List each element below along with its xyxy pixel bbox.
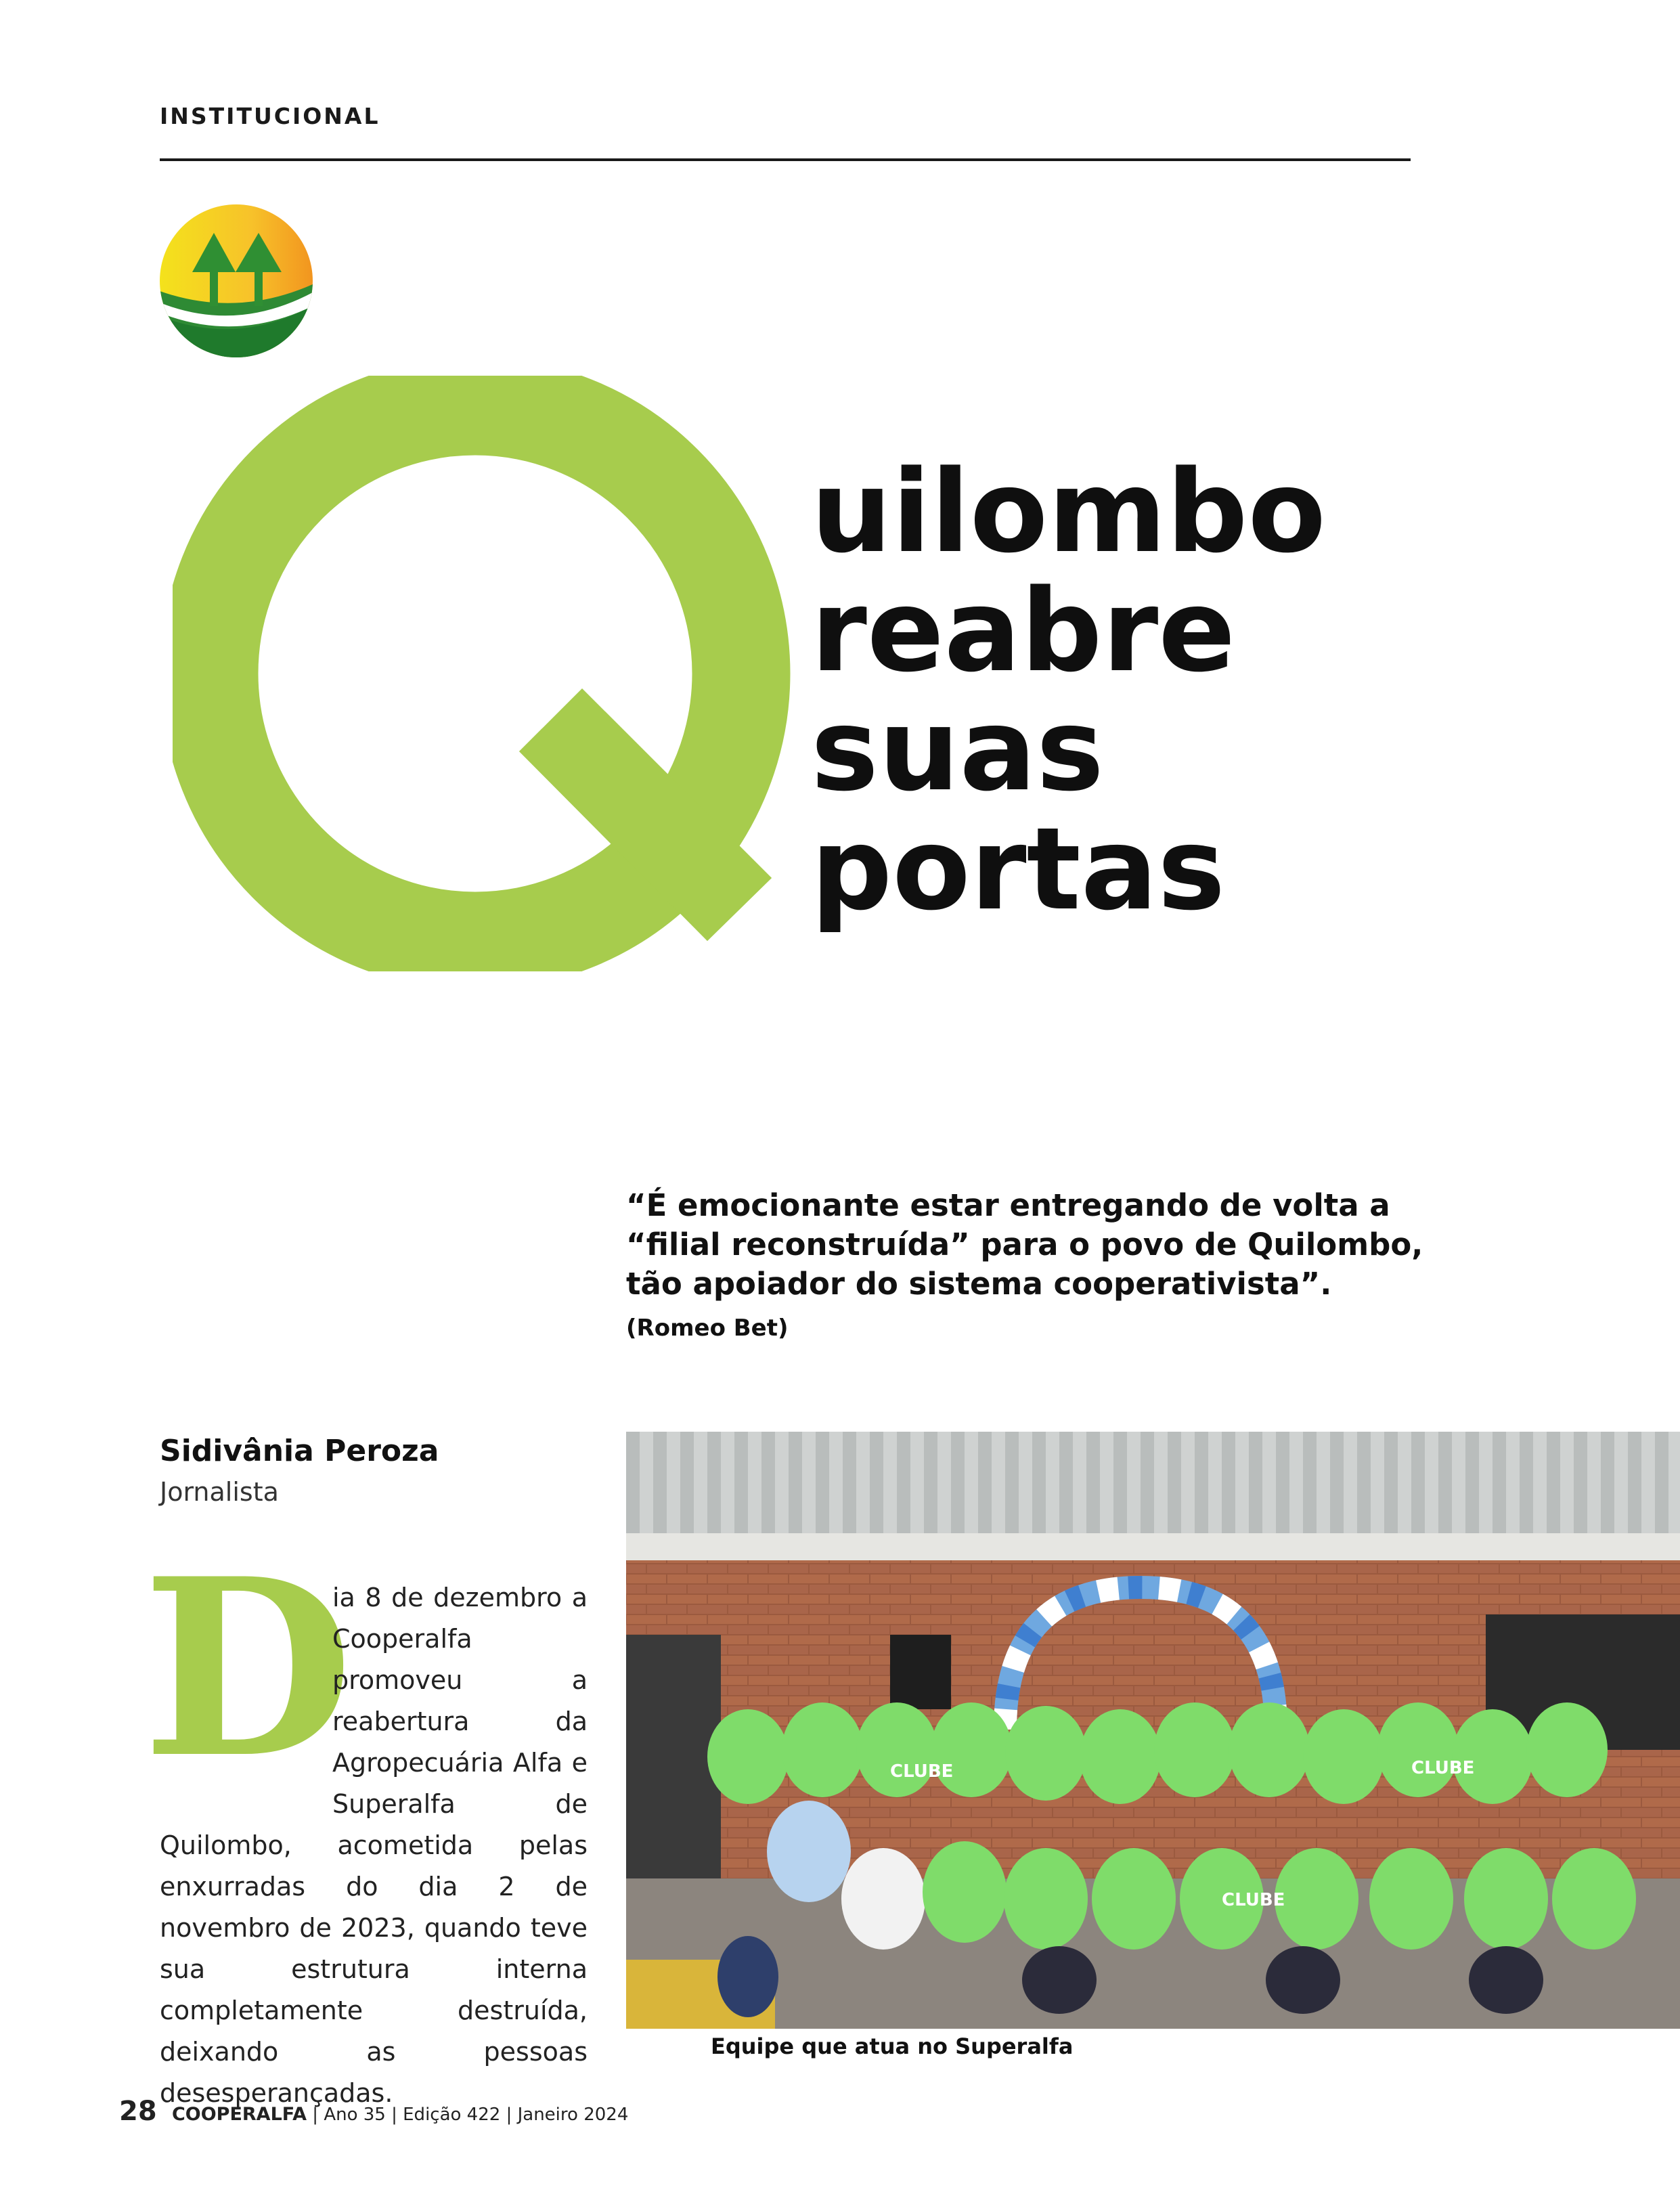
headline-line: portas	[811, 803, 1226, 936]
drop-cap: D	[142, 1525, 354, 1811]
pull-quote	[626, 1186, 1425, 1344]
pull-quote-author: (Romeo Bet)	[626, 1315, 789, 1342]
cooperalfa-tree-logo-icon	[160, 204, 313, 357]
footer-brand: COOPERALFA	[171, 2104, 307, 2125]
headline-line: uilombo	[811, 445, 1326, 578]
section-label: INSTITUCIONAL	[160, 103, 380, 129]
headline-title	[811, 445, 1326, 936]
photo-caption: Equipe que atua no Superalfa	[711, 2033, 1074, 2059]
headline-line: reabre	[811, 565, 1236, 697]
headline-line: suas	[811, 684, 1104, 816]
article-body	[160, 1577, 588, 2114]
author-name: Sidivânia Peroza	[160, 1434, 439, 1468]
header-divider	[160, 158, 1411, 161]
article-paragraph: ia 8 de dezembro a Cooperalfa promoveu a reabertura da Agropecuária Alfa e Superalfa de Quilombo, acometida pelas enxurradas do dia 2 de novembro de 2023, quando teve sua estrutura interna completamente destruída, deixando as pessoas desesperançadas.	[160, 1583, 588, 2108]
pull-quote-text: “É emocionante estar entregando de volta a “filial reconstruída” para o povo de Quilombo, tão apoiador do sistema cooperativista”.	[626, 1187, 1423, 1302]
shirt-text: CLUBE	[890, 1761, 954, 1782]
footer-details: | Ano 35 | Edição 422 | Janeiro 2024	[312, 2105, 629, 2125]
page-number: 28	[119, 2096, 157, 2127]
shirt-text: CLUBE	[1222, 1890, 1285, 1910]
team-photo	[626, 1432, 1680, 2029]
shirt-text: CLUBE	[1411, 1758, 1475, 1778]
author-role: Jornalista	[160, 1477, 279, 1507]
page-footer	[119, 2096, 628, 2127]
headline-initial-q	[173, 376, 792, 971]
